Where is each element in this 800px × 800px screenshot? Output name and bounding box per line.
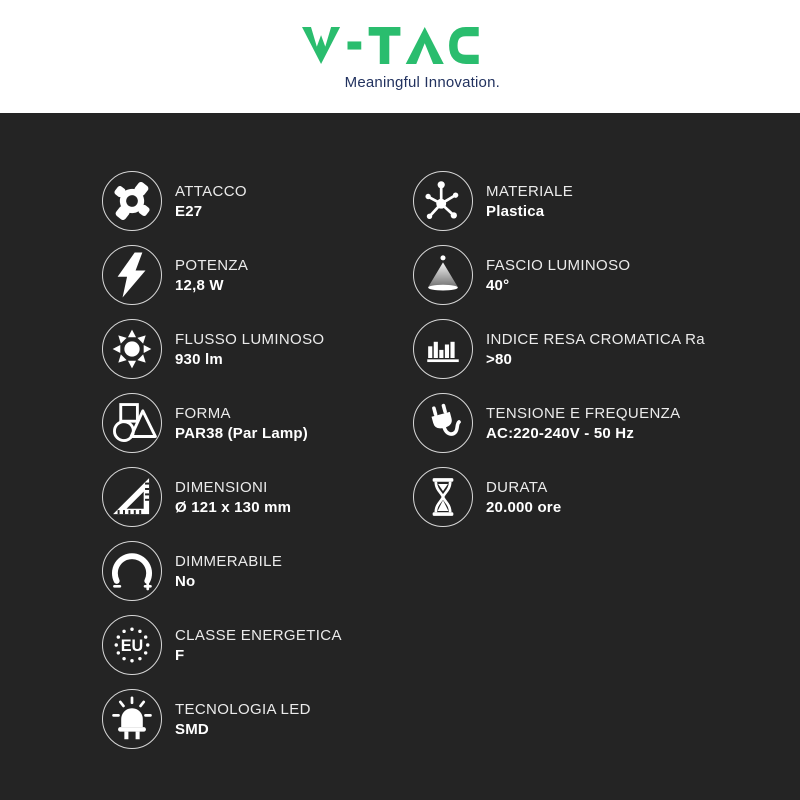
eu-energy-icon xyxy=(102,615,162,675)
spec-value: 40° xyxy=(486,276,510,294)
spec-label: CLASSE ENERGETICA xyxy=(175,626,342,644)
hourglass-icon xyxy=(413,467,473,527)
spec-value: 20.000 ore xyxy=(486,498,562,516)
spec-label: MATERIALE xyxy=(486,182,574,200)
spec-value: 930 lm xyxy=(175,350,223,368)
beam-icon xyxy=(413,245,473,305)
spec-label: TECNOLOGIA LED xyxy=(175,700,311,718)
spec-label: POTENZA xyxy=(175,256,249,274)
led-icon xyxy=(102,689,162,749)
spec-value: E27 xyxy=(175,202,203,220)
spec-label: TENSIONE E FREQUENZA xyxy=(486,404,681,422)
set-square-icon xyxy=(102,467,162,527)
spec-item-materiale xyxy=(413,164,800,238)
spec-item-fascio xyxy=(413,238,800,312)
spec-label: FORMA xyxy=(175,404,231,422)
spec-item-attacco xyxy=(102,164,413,238)
brand-logo xyxy=(302,27,500,91)
spec-item-classe-energetica xyxy=(102,608,413,682)
spec-item-dimmerabile xyxy=(102,534,413,608)
spec-label: FLUSSO LUMINOSO xyxy=(175,330,325,348)
spec-item-tecnologia xyxy=(102,682,413,756)
spec-value: 12,8 W xyxy=(175,276,224,294)
vtac-logo-icon xyxy=(302,27,484,64)
spec-item-forma xyxy=(102,386,413,460)
plug-icon xyxy=(413,393,473,453)
spec-item-durata xyxy=(413,460,800,534)
spec-item-tensione xyxy=(413,386,800,460)
spec-value: SMD xyxy=(175,720,209,738)
eu-icon-text: EU xyxy=(120,636,144,655)
spec-label: ATTACCO xyxy=(175,182,247,200)
spec-item-flusso xyxy=(102,312,413,386)
spec-value: F xyxy=(175,646,185,664)
spec-label: FASCIO LUMINOSO xyxy=(486,256,631,274)
shapes-icon xyxy=(102,393,162,453)
molecule-icon xyxy=(413,171,473,231)
spec-value: PAR38 (Par Lamp) xyxy=(175,424,308,442)
spec-column-left xyxy=(102,164,413,800)
spec-column-right xyxy=(413,164,800,800)
spec-value: Ø 121 x 130 mm xyxy=(175,498,292,516)
spec-value: No xyxy=(175,572,196,590)
spec-label: DIMENSIONI xyxy=(175,478,268,496)
spec-panel xyxy=(0,113,800,800)
socket-icon xyxy=(102,171,162,231)
spec-value: >80 xyxy=(486,350,513,368)
spec-value: Plastica xyxy=(486,202,545,220)
spec-item-potenza xyxy=(102,238,413,312)
sun-icon xyxy=(102,319,162,379)
bolt-icon xyxy=(102,245,162,305)
spec-item-dimensioni xyxy=(102,460,413,534)
bar-chart-icon xyxy=(413,319,473,379)
spec-label: DURATA xyxy=(486,478,548,496)
spec-item-cri xyxy=(413,312,800,386)
spec-value: AC:220-240V - 50 Hz xyxy=(486,424,635,442)
spec-label: INDICE RESA CROMATICA Ra xyxy=(486,330,705,348)
header xyxy=(0,0,800,113)
dimmer-icon xyxy=(102,541,162,601)
brand-tagline: Meaningful Innovation. xyxy=(344,74,500,91)
spec-label: DIMMERABILE xyxy=(175,552,283,570)
